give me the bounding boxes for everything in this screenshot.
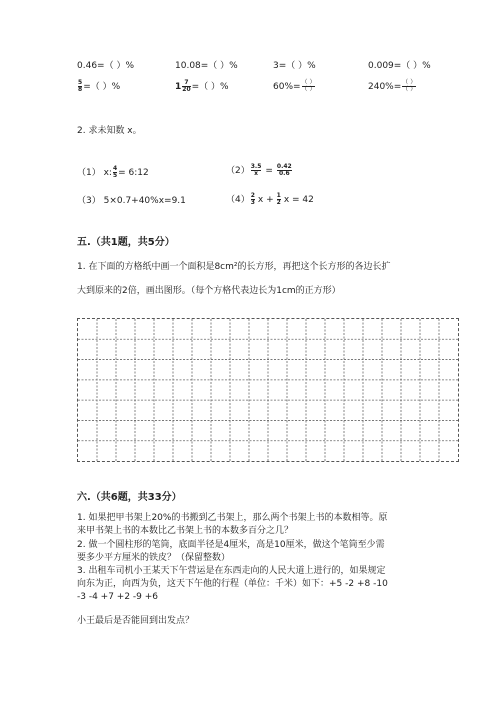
fraction: $\frac{3.5}{x}$ [250,163,262,177]
conversion-3: 3=（ ）% [273,61,316,71]
conversion-4: 0.009=（ ）% [368,61,431,71]
section-6-line-5: 3. 出租车司机小王某天下午营运是在东西走向的人民大道上进行的，如果规定 [77,566,386,576]
fraction: $\frac{5}{8}$ [78,79,83,93]
conversion-6: 1 $\frac{7}{20}$ =（ ）% [175,79,229,93]
section-6-line-2: 来甲书架上书的本数比乙书架上书的本数多百分之几？ [77,526,294,536]
fraction: $\frac{0.42}{0.6}$ [276,163,292,177]
blank-fraction: $\frac{( )}{( )}$ [301,79,316,93]
fraction: $\frac{2}{3}$ [250,192,255,206]
section-5-question-line-1: 1. 在下面的方格纸中画一个面积是8cm²的长方形，再把这个长方形的各边长扩 [77,262,391,272]
section-6-title: 六.（共6题，共33分） [77,492,182,503]
section-6-line-7: -3 -4 +7 +2 -9 +6 [77,592,159,602]
section-5-title: 五.（共1题，共5分） [77,237,175,248]
section-6-line-1: 1. 如果把甲书架上20%的书搬到乙书架上，那么两个书架上书的本数相等。原 [77,513,388,523]
conversion-2: 10.08=（ ）% [175,61,238,71]
fraction: $\frac{7}{20}$ [182,79,191,93]
conversion-8: 240%= $\frac{( )}{( )}$ [368,79,417,93]
square-grid-paper [77,318,459,462]
conversion-1: 0.46=（ ）% [77,61,134,71]
section-6-line-4: 要多少平方厘米的铁皮？（保留整数） [77,553,231,563]
section-6-line-6: 向东为正，向西为负，这天下午他的行程（单位：千米）如下：+5 -2 +8 -10 [77,579,388,589]
equation-1: （1） x: $\frac{4}{5}$ = 6:12 [77,165,149,179]
section-5-question-line-2: 大到原来的2倍，画出图形。（每个方格代表边长为1cm的正方形） [77,286,341,296]
blank-fraction: $\frac{( )}{( )}$ [402,79,417,93]
fraction: $\frac{1}{2}$ [276,192,281,206]
question-2-title: 2. 求未知数 x。 [77,126,142,136]
conversion-5: $\frac{5}{8}$ =（ ）% [78,79,121,93]
fraction: $\frac{4}{5}$ [112,165,118,179]
conversion-7: 60%= $\frac{( )}{( )}$ [273,79,316,93]
section-6-question: 小王最后是否能回到出发点？ [77,616,195,626]
equation-2: （2） $\frac{3.5}{x}$ = $\frac{0.42}{0.6}$ [226,163,292,177]
equation-3: （3） 5×0.7+40%x=9.1 [77,196,186,206]
section-6-line-3: 2. 做一个圆柱形的笔筒，底面半径是4厘米，高是10厘米，做这个笔筒至少需 [77,540,385,550]
equation-4: （4） $\frac{2}{3}$ x + $\frac{1}{2}$ x = 42 [226,192,314,206]
